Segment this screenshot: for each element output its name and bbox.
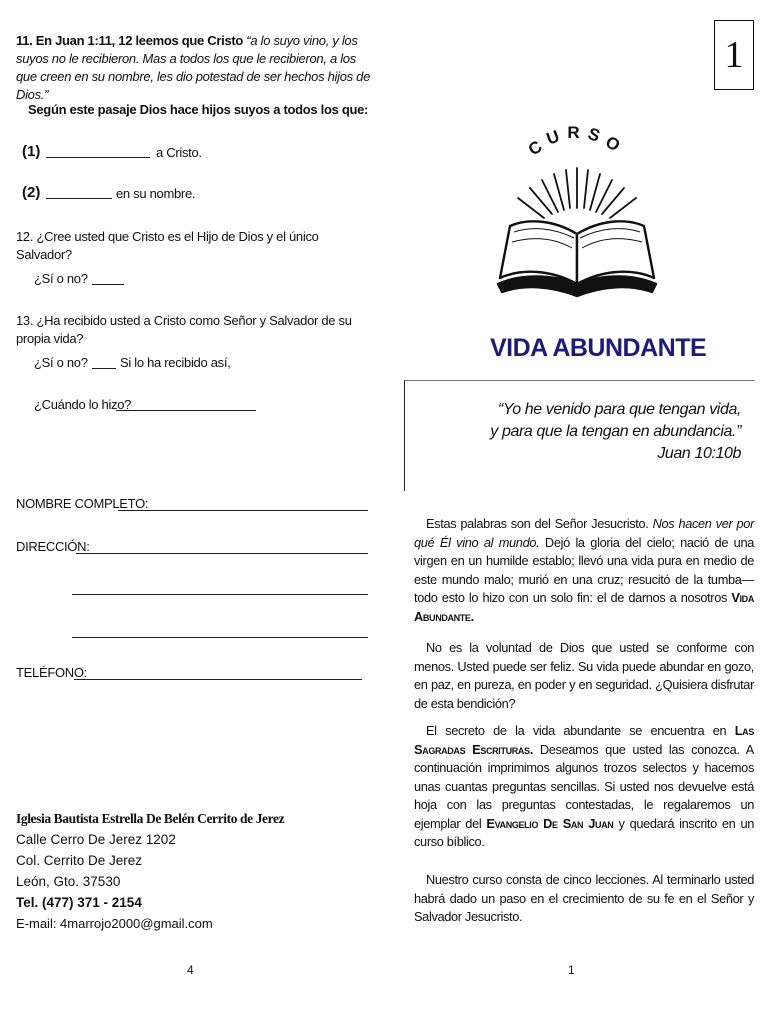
p3-a: El secreto de la vida abundante se encuentra en	[426, 723, 727, 738]
paragraph-2: No es la voluntad de Dios que usted se conforme con menos. Usted puede ser feliz. Su vida puede abundar en gozo, en paz, en pureza, en poder y en seguridad. ¿Quisiera disfrutar de esta bendición?	[414, 640, 754, 711]
church-phone: Tel. (477) 371 - 2154	[16, 895, 142, 910]
q11-number: 11.	[16, 33, 33, 48]
church-colony: Col. Cerrito De Jerez	[16, 853, 143, 868]
main-title: VIDA ABUNDANTE	[490, 334, 707, 362]
verse-quote	[490, 399, 741, 465]
church-info	[16, 808, 284, 934]
p3-sc1: Las Sagradas Escrituras.	[414, 723, 754, 757]
q12-text: ¿Cree usted que Cristo es el Hijo de Dios y el único Salvador?	[16, 229, 319, 262]
p3-b: Deseamos que usted las conozca. A continuación imprimimos algunos trozos selectos y hacemos unas cuantas preguntas sencillas. Si usted nos devuelve está hoja con las preguntas contestadas, le regalaremos un ejemplar del	[414, 741, 754, 831]
q11-item1-blank[interactable]	[46, 157, 150, 158]
church-name: Iglesia Bautista Estrella De Belén Cerrito de Jerez	[16, 811, 285, 826]
q13-answer-suffix: Si lo ha recibido así,	[120, 355, 231, 370]
p3-sc2: Evangelio De San Juan	[486, 815, 614, 831]
q12-number: 12.	[16, 229, 34, 244]
question-13	[16, 312, 376, 348]
q11-item1-text: a Cristo.	[156, 145, 202, 160]
lesson-number: 1	[724, 34, 744, 76]
q11-item2-text: en su nombre.	[116, 186, 196, 201]
q13-text: ¿Ha recibido usted a Cristo como Señor y Salvador de su propia vida?	[16, 313, 352, 346]
q13-when-label: ¿Cuándo lo hizo?	[34, 397, 132, 412]
church-city: León, Gto. 37530	[16, 874, 121, 889]
paragraph-1	[414, 515, 754, 626]
q13-when-blank[interactable]	[116, 410, 256, 411]
paragraph-3	[414, 722, 754, 852]
name-field[interactable]	[118, 510, 368, 511]
p1-b: Nos hacen ver por qué Él vino al mundo.	[414, 516, 754, 550]
question-11	[16, 32, 370, 104]
address-field-1[interactable]	[76, 553, 368, 554]
q12-answer-blank[interactable]	[92, 284, 124, 285]
verse-line-2: y para que la tengan en abundancia.”	[490, 423, 741, 440]
name-label: NOMBRE COMPLETO:	[16, 496, 149, 511]
address-field-2[interactable]	[72, 594, 368, 595]
left-page-number: 4	[187, 963, 194, 977]
church-email: E-mail: 4marrojo2000@gmail.com	[16, 916, 213, 931]
svg-text:CURSO	[525, 123, 630, 159]
q11-intro: En Juan 1:11, 12 leemos que Cristo	[35, 33, 244, 48]
p1-a: Estas palabras son del Señor Jesucristo.	[426, 516, 649, 531]
p1-c: Dejó la gloria del cielo; nació de una virgen en un humilde establo; llevó una vida pura en medio de este mundo malo; murió en una cruz; resucitó de la tumba—todo esto lo hizo con un solo fin: el de darnos a nosotros	[414, 534, 754, 605]
p3-c: y quedará inscrito en un curso bíblico.	[414, 815, 754, 849]
lesson-number-box	[714, 20, 754, 90]
q13-answer-label: ¿Sí o no?	[34, 355, 88, 370]
open-book-with-rays-icon	[494, 108, 660, 302]
q11-item2-num: (2)	[22, 184, 41, 201]
verse-line-1: “Yo he venido para que tengan vida,	[497, 401, 741, 418]
address-label: DIRECCIÓN:	[16, 539, 90, 554]
right-page-number: 1	[568, 963, 575, 977]
verse-reference: Juan 10:10b	[657, 445, 741, 462]
q12-answer-label: ¿Sí o no?	[34, 271, 88, 286]
p1-sc: Vida Abundante.	[414, 590, 754, 624]
verse-box	[404, 380, 755, 491]
curso-label: CURSO	[524, 122, 630, 160]
q11-item2-blank[interactable]	[46, 198, 112, 199]
q11-prompt: Según este pasaje Dios hace hijos suyos a todos los que:	[28, 102, 369, 117]
phone-label: TELÉFONO:	[16, 665, 87, 680]
phone-field[interactable]	[74, 679, 362, 680]
q11-quote: “a lo suyo vino, y los suyos no le recibieron. Mas a todos los que le recibieron, a los que creen en su nombre, les dio potestad de ser hechos hijos de Dios.”	[16, 33, 371, 102]
q13-number: 13.	[16, 313, 34, 328]
question-12	[16, 228, 376, 264]
church-street: Calle Cerro De Jerez 1202	[16, 832, 176, 847]
address-field-3[interactable]	[72, 637, 368, 638]
q13-answer-blank[interactable]	[92, 368, 116, 369]
paragraph-4: Nuestro curso consta de cinco lecciones. Al terminarlo usted habrá dado un paso en el crecimiento de su fe en el Señor y Salvador Jesucristo.	[414, 872, 754, 924]
q11-item1-num: (1)	[22, 143, 41, 160]
